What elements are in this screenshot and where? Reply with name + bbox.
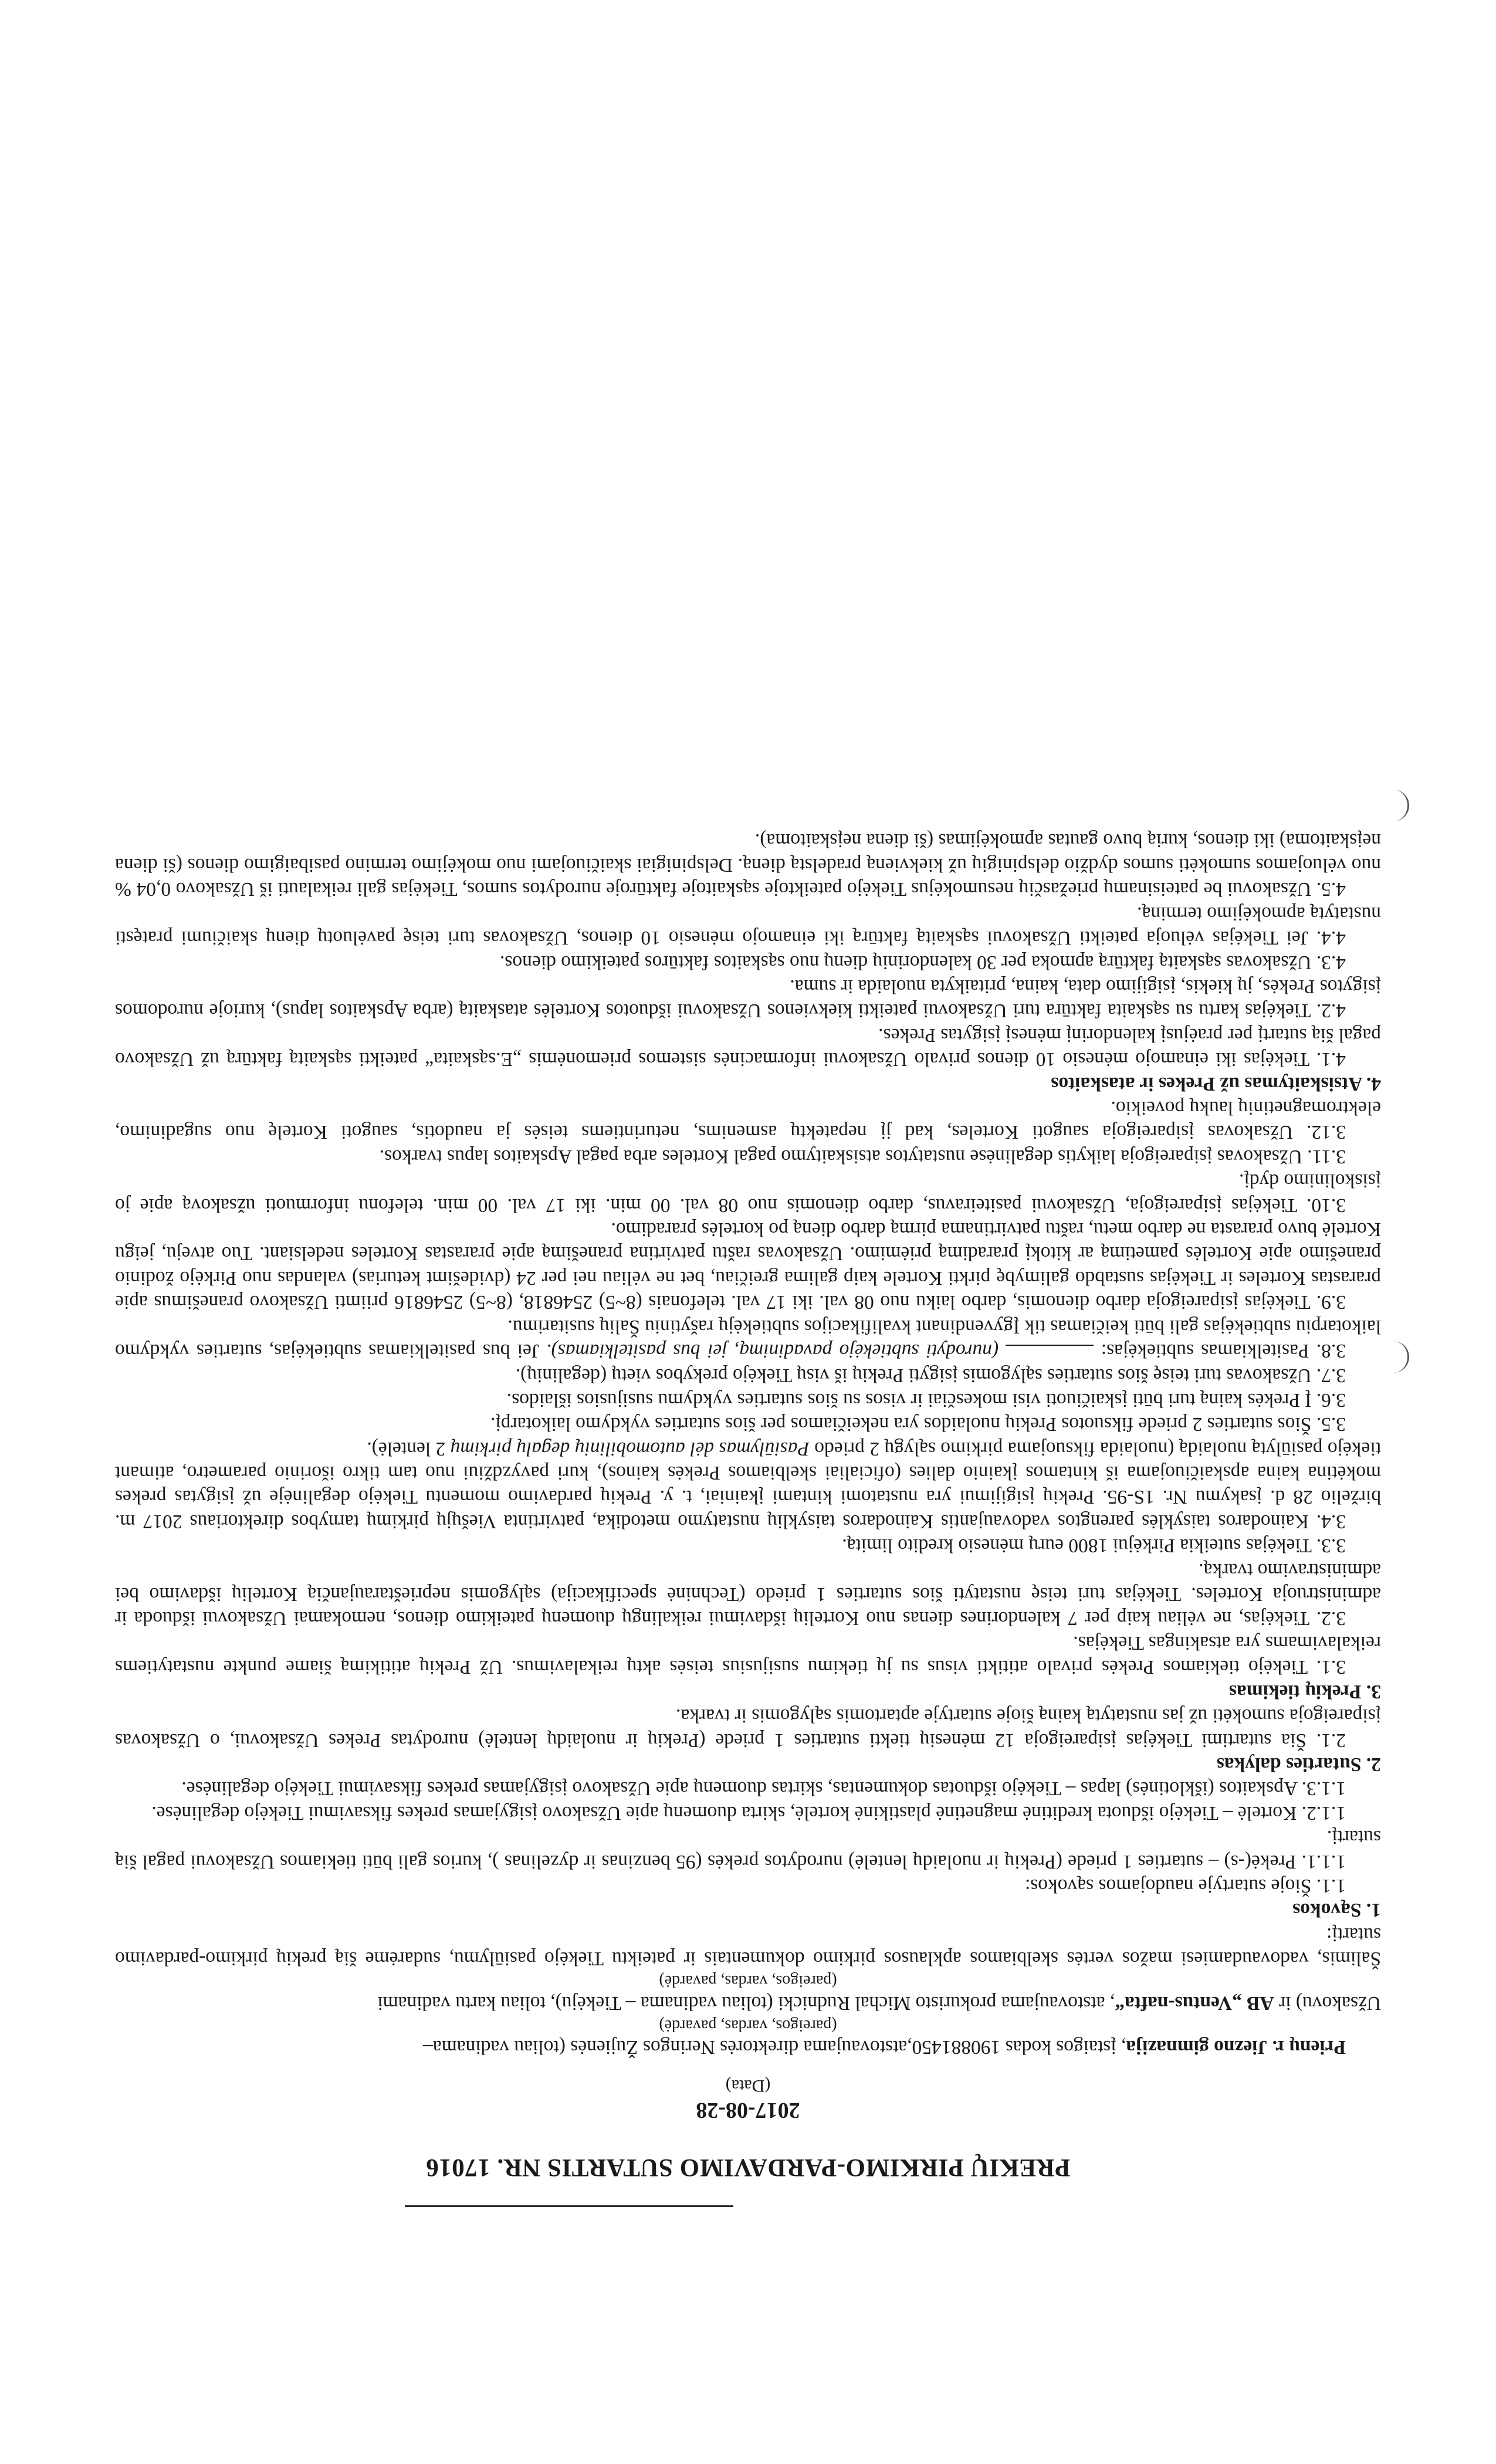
clause-1-1: 1.1. Šioje sutartyje naudojamos sąvokos:: [1024, 1874, 1346, 1897]
clause-3-4-text: 3.4. Kainodaros taisyklės parengtos vadovaujantis Kainodaros taisyklių nustatymo metodika, patvirtinta Viešųjų pirkimų tarnybos direktoriaus 2017 m. birželio 28 d. įsakymu Nr. 1S-95. Prekių įsigijimui yra nustatomi kintami įkainiai, t. y. Prekių pardavimo momentu Tiekėjo degalinėje už įsigytas prekes mokėtina kaina apskaičiuojama iš kintamos įkainio dalies (oficialiai skelbiamos Prekės kainos), kuri pavyzdžiui nuo tam tikro išorinio parametro, atimant tiekėjo pasiūlytą nuolaidą (nuolaida fiksuojama pirkimo sąlygų 2 priedo: [115, 1437, 1381, 1532]
scan-top-rule: [405, 2205, 733, 2207]
document-date: 2017-08-28: [696, 2098, 800, 2123]
clause-3-12: 3.12. Užsakovas įsipareigoja saugoti Korteles, kad jį nepatektų asmenims, neturintiems teisės ja naudotis, saugoti Kortelę nuo sugadinimo, elektromagnetinių laukų poveikio.: [115, 1096, 1381, 1143]
clause-3-9: 3.9. Tiekėjas įsipareigoja darbo dienomis, darbo laiku nuo 08 val. iki 17 val. telefonais (8~5) 2546818, (8~5) 2546816 priimti Užsakovo pranešimus apie prarastas Korteles ir Tiekėjas sustabdo galimybę pirkti Kortele kaip galima greičiau, bet ne vėliau nei per 24 (dvidešimt keturias) valandas nuo Pirkėjo žodinio pranešimo apie Kortelės pametimą ar kitokį praradimą priėmimo. Užsakovas raštu patvirtina pranešimą apie prarastas Korteles nedelsiant. Tuo atveju, jeigu Kortelė buvo prarasta ne darbo metu, raštu patvirtinama pirmą darbo dieną po kortelės praradimo.: [115, 1219, 1381, 1314]
clause-4-2: 4.2. Tiekėjas kartu su sąskaita faktūra turi Užsakovui pateikti kiekvienos Užsakovui išduotos Kortelės ataskaitą (arba Apskaitos lapus), kurioje nurodomos įsigytos Prekės, jų kiekis, įsigijimo data, kaina, pritaikyta nuolaida ir suma.: [115, 975, 1381, 1022]
section-4-heading: 4. Atsiskaitymas už Prekes ir ataskaitos: [1051, 1072, 1381, 1095]
document-title: PREKIŲ PIRKIMO-PARDAVIMO SUTARTIS NR. 17016: [425, 2154, 1071, 2181]
clause-3-2: 3.2. Tiekėjas, ne vėliau kaip per 7 kalendorines dienas nuo Kortelių išdavimui reikalingų duomenų pateikimo dienos, nemokamai Užsakovui išduoda ir administruoja Korteles. Tiekėjas turi teisę nustatyti šios sutarties 1 priedo (Techninė specifikacija) sąlygomis neprieštaraujančią Kortelių išdavimo bei administravimo tvarką.: [115, 1559, 1381, 1630]
clause-3-8-text: Jei bus pasitelkiamas subtiekėjas, sutarties vykdymo laikotarpiu subtiekėjas gali būti keičiamas tik Įgyvendinant kvalifikacijos subtiekėjų rašytiniu Šalių susitarimu.: [114, 1315, 1381, 1362]
parties-line-1: [115, 2035, 1381, 2059]
contract-body: [115, 828, 1381, 2182]
clause-4-3: 4.3. Užsakovas sąskaitą faktūrą apmoka per 30 kalendorinių dienų nuo sąskaitos faktūros pateikimo dienos.: [499, 951, 1346, 973]
clause-4-4: 4.4. Jei Tiekėjas vėluoja pateikti Užsakovui sąskaitą faktūrą iki einamojo mėnesio 10 dienos, Užsakovas turi teisę pavėluotų dienų skaičiumi pratęsti nustatytą apmokėjimo terminą.: [115, 902, 1381, 949]
clause-2-1: 2.1. Šia sutartimi Tiekėjas įsipareigoja 12 mėnesių tiekti sutarties 1 priede (Prekių ir nuolaidų lentelė) nurodytas Prekes Užsakovui, o Užsakovas įsipareigoja sumokėti už jas nustatytą kainą šioje sutartyje aptartomis sąlygomis ir tvarka.: [115, 1705, 1381, 1751]
clause-3-4-end: 2 lentelė).: [367, 1437, 451, 1460]
clause-3-4: [115, 1436, 1381, 1534]
clause-3-8-hint: (nurodyti subtiekėjo pavadinimą, jei bus pasitelkiamas).: [546, 1340, 999, 1362]
clause-3-8: [115, 1314, 1381, 1363]
clause-1-1-2: 1.1.2. Kortelė – Tiekėjo išduota kreditinė magnetinė plastikinė kortelė, skirta duomenų apie Užsakovo įsigyjamas prekes fiksavimui Tiekėjo degalinėse.: [151, 1802, 1346, 1824]
parties-line-3: Šalimis, vadovaudamiesi mažos vertės skelbiamos apklausos pirkimo dokumentais ir pateiktu Tiekėjo pasiūlymu, sudarėme šią prekių pirkimo-pardavimo sutartį:: [115, 1923, 1381, 1970]
clause-3-5: 3.5. Šios sutarties 2 priede fiksuotos Prekių nuolaidos yra nekeičiamos per šios sutarties vykdymo laikotarpį.: [490, 1413, 1346, 1436]
clause-3-10: 3.10. Tiekėjas įsipareigoja, Užsakovui pasiteiravus, darbo dienomis nuo 08 val. 00 min. iki 17 val. 00 min. telefonu informuoti užsakovą apie jo įsiskolinimo dydį.: [115, 1170, 1381, 1216]
buyer-name: Prienų r. Jiezno gimnazija: [1126, 2036, 1346, 2058]
buyer-details: , įstaigos kodas 190881450,atstovaujama direktorės Neringos Žujienės (toliau vadinama–: [423, 2036, 1126, 2058]
clause-3-4-italic: Pasiūlymas dėl automobilinių degalų pirkimų: [450, 1437, 810, 1460]
clause-1-1-1: 1.1.1. Prekė(-s) – sutarties 1 priede (Prekių ir nuolaidų lentelė) nurodytos prekės (95 benzinas ir dyzelinas ), kurios gali būti tiekiamos Užsakovui pagal šią sutartį.: [115, 1826, 1381, 1873]
clause-3-11: 3.11. Užsakovas įsipareigoja laikytis degalinėse nustatytos atsiskaitymo pagal Korteles arba pagal Apskaitos lapus tvarkos.: [379, 1145, 1346, 1167]
section-3-heading: 3. Prekių tiekimas: [1228, 1680, 1381, 1703]
clause-1-1-3: 1.1.3. Apskaitos (išklotinės) lapas – Tiekėjo išduotas dokumentas, skirtas duomenų apie Užsakovo įsigyjamas prekes fiksavimui Tiekėjo degalinėse.: [181, 1778, 1346, 1800]
subcontractor-blank: [1006, 1345, 1094, 1363]
parties-hint-1: (pareigos, vardas, pavardė): [659, 2016, 837, 2035]
section-2-heading: 2. Sutarties dalykas: [1216, 1753, 1381, 1775]
clause-3-6: 3.6. Į Prekės kainą turi būti įskaičiuoti visi mokesčiai ir visos su šios sutarties vykdymu susijusios išlaidos.: [506, 1389, 1346, 1411]
supplier-details: , atstovaujama prokuristo Michal Rudnicki (toliau vadinama – Tiekėju), toliau kartu vadinami: [377, 1992, 1115, 2014]
clause-3-3: 3.3. Tiekėjas suteikia Pirkėjui 1800 eurų mėnesio kredito limitą.: [842, 1535, 1346, 1557]
clause-4-5: 4.5. Užsakovui be pateisinamų priežasčių nesumokėjus Tiekėjo pateiktoje sąskaitoje faktūroje nurodytos sumos, Tiekėjas gali reikalauti iš Užsakovo 0,04 % nuo vėluojamos sumokėti sumos dydžio delspinigių už kiekvieną pradelstą dieną. Delspinigiai skaičiuojami nuo mokėjimo termino pasibaigimo dienos (ši diena neįskaitoma) iki dienos, kurią buvo gautas apmokėjimas (ši diena neįskaitoma).: [115, 830, 1381, 901]
section-1-heading: 1. Sąvokos: [1292, 1899, 1381, 1921]
supplier-name: AB „Ventus-nafta“: [1115, 1992, 1274, 2014]
scan-mark-bracket: [1384, 790, 1409, 821]
parties-line-2: [115, 1991, 1381, 2015]
clause-3-1: 3.1. Tiekėjo tiekiamos Prekės privalo atitikti visus su jų tiekimu susijusius teisės aktų reikalavimus. Už Prekių atitikimą šiame punkte nustatytiems reikalavimams yra atsakingas Tiekėjas.: [115, 1632, 1381, 1678]
date-hint: (Data): [725, 2076, 771, 2096]
parties-hint-2: (pareigos, vardas, pavardė): [659, 1972, 837, 1991]
clause-4-1: 4.1. Tiekėjas iki einamojo mėnesio 10 dienos privalo Užsakovui informacinės sistemos priemonėmis „E.sąskaita“ pateikti sąskaitą faktūrą už Užsakovo pagal šią sutartį per praėjusį kalendorinį mėnesį įsigytas Prekes.: [115, 1024, 1381, 1071]
parties-text: Užsakovu) ir: [1274, 1992, 1381, 2014]
clause-3-8-label: 3.8. Pasitelkiamas subtiekėjas:: [1101, 1340, 1346, 1362]
clause-3-7: 3.7. Užsakovas turi teisę šios sutarties sąlygomis įsigyti Prekių iš visų Tiekėjo prekybos vietų (degalinių).: [515, 1365, 1346, 1387]
scan-mark-bracket: [1384, 1341, 1409, 1373]
